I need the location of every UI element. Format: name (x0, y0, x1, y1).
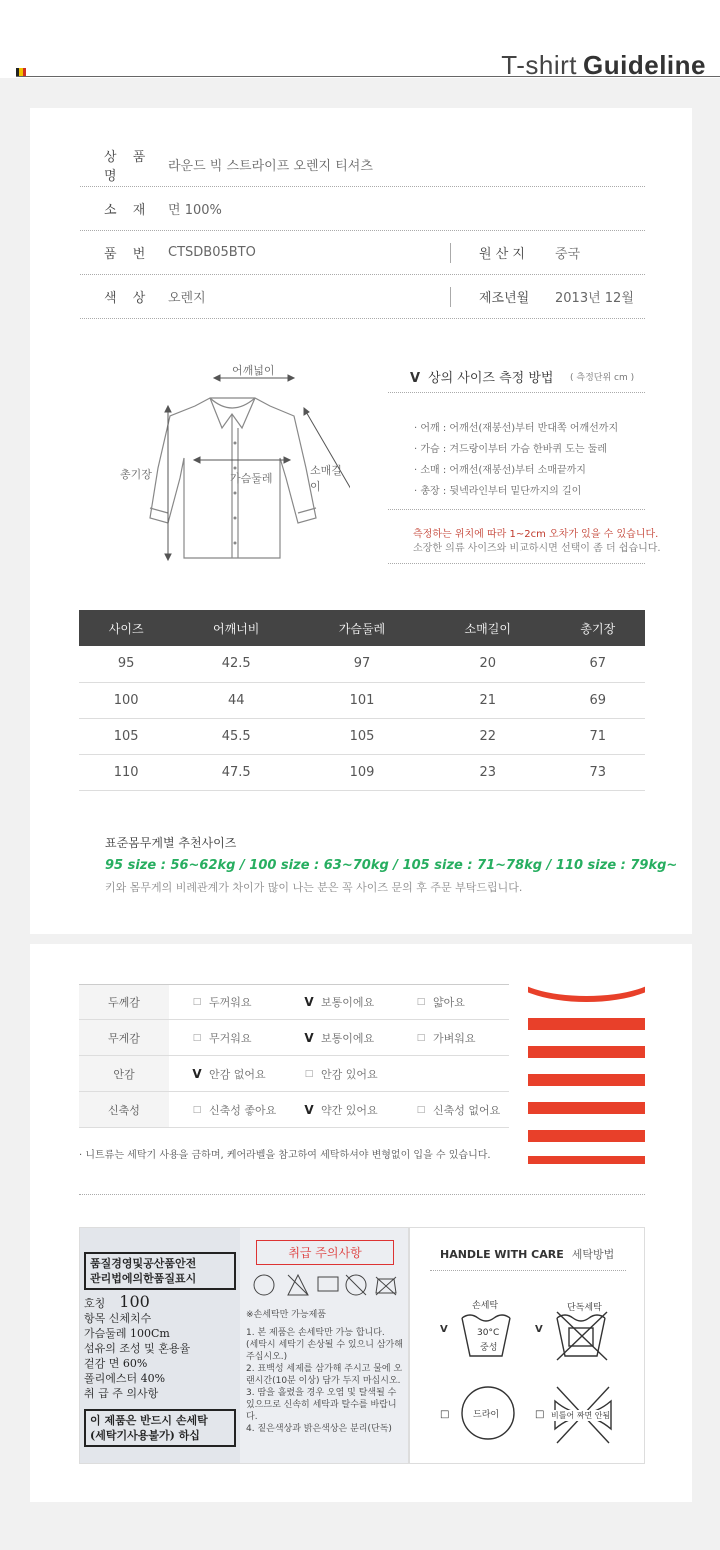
caution-text: 2. 표백성 세제를 삼가해 주시고 물에 오랜시간(10분 이상) 담가 두지 마십시오. (246, 1364, 403, 1386)
table-row (79, 718, 645, 754)
measure-title-text: 상의 사이즈 측정 방법 (428, 371, 554, 386)
check-icon: V (304, 1102, 314, 1117)
feel-row (79, 1020, 509, 1056)
checkbox-icon: □ (535, 1409, 545, 1420)
feel-option-label: 보통이에요 (321, 1031, 375, 1045)
care-title-ko: 세탁방법 (571, 1248, 615, 1261)
info-label: 원 산 지 (479, 247, 525, 262)
page-title (501, 50, 706, 81)
label-chest: 가슴둘레 (230, 472, 273, 485)
swatch-stripe (528, 1074, 645, 1086)
single-wash-item (535, 1298, 625, 1368)
feel-label: 두께감 (79, 985, 169, 1019)
size-value: 100 (119, 1292, 150, 1311)
info-value: 2013년 12월 (555, 291, 634, 306)
checkbox-icon: □ (304, 1068, 314, 1079)
caution-label (240, 1228, 409, 1464)
feel-option (169, 1102, 281, 1118)
cell: 44 (173, 682, 299, 718)
feel-note: · 니트류는 세탁기 사용을 금하며, 케어라벨을 참고하여 세탁하셔야 변형없이 입을 수 있습니다. (79, 1150, 491, 1161)
feel-option-label: 가벼워요 (433, 1031, 476, 1045)
info-date (450, 287, 634, 307)
feel-option (393, 1030, 505, 1046)
feel-row (79, 984, 509, 1020)
care-symbols-icon (246, 1271, 406, 1301)
col-size: 사이즈 (79, 610, 173, 646)
cell: 105 (299, 718, 425, 754)
cell: 71 (551, 718, 645, 754)
info-label: 제조년월 (479, 291, 530, 306)
measure-note-warning: 측정하는 위치에 따라 1~2cm 오차가 있을 수 있습니다. (413, 529, 659, 540)
feel-option-label: 신축성 없어요 (433, 1103, 501, 1117)
cell: 95 (79, 646, 173, 682)
swatch-stripe (528, 1156, 645, 1164)
label-length: 총기장 (120, 468, 152, 481)
check-icon: V (304, 1030, 314, 1045)
size-table (79, 610, 645, 791)
col-sleeve: 소매길이 (425, 610, 551, 646)
quality-row: 섬유의 조성 및 혼용율 (84, 1342, 191, 1355)
table-row (79, 646, 645, 682)
feel-label: 안감 (79, 1056, 169, 1091)
quality-foot-1: 이 제품은 반드시 손세탁 (90, 1414, 208, 1427)
info-row-name (80, 143, 645, 187)
feel-option-label: 얇아요 (433, 996, 465, 1009)
title-light: T-shirt (501, 50, 578, 80)
quality-footer (84, 1409, 236, 1447)
feel-option-label: 무거워요 (209, 1031, 252, 1045)
feel-option-label: 신축성 좋아요 (209, 1103, 277, 1117)
divider (430, 1270, 626, 1271)
cell: 23 (425, 754, 551, 790)
feel-option-label: 안감 있어요 (321, 1067, 378, 1081)
cell: 105 (79, 718, 173, 754)
cell: 45.5 (173, 718, 299, 754)
feel-option-label: 약간 있어요 (321, 1103, 378, 1117)
info-value: 라운드 빅 스트라이프 오렌지 티셔츠 (168, 159, 373, 174)
feel-option (169, 994, 281, 1010)
cell: 110 (79, 754, 173, 790)
info-value: 오렌지 (168, 291, 206, 306)
swatch-stripe (528, 1018, 645, 1030)
cell: 109 (299, 754, 425, 790)
quality-row: 취 급 주 의사항 (84, 1387, 159, 1400)
quality-row: 폴리에스터 40% (84, 1372, 166, 1385)
fabric-swatch (528, 984, 645, 1164)
page-header (0, 0, 720, 78)
cell: 69 (551, 682, 645, 718)
info-value: 중국 (555, 247, 581, 262)
dry-clean-label: 드라이 (473, 1410, 500, 1420)
table-row (79, 682, 645, 718)
cell: 101 (299, 682, 425, 718)
caution-text: ※손세탁만 가능제품 (246, 1310, 326, 1320)
recommend-sizes: 95 size : 56~62kg / 100 size : 63~70kg / 105 size : 71~78kg / 110 size : 79kg~ (105, 858, 678, 873)
recommend-note: 키와 몸무게의 비례관계가 차이가 많이 나는 분은 꼭 사이즈 문의 후 주문 부탁드립니다. (105, 881, 523, 894)
check-icon: V (304, 995, 314, 1009)
feel-option-label: 안감 없어요 (209, 1067, 266, 1081)
belgium-flag-icon (16, 68, 26, 76)
feel-label: 무게감 (79, 1020, 169, 1055)
quality-size-row (84, 1294, 236, 1311)
caution-text: 1. 본 제품은 손세탁만 가능 합니다. (246, 1328, 385, 1338)
fabric-feel-table (79, 984, 509, 1128)
hand-wash-item (440, 1298, 530, 1368)
info-value: CTSDB05BTO (168, 245, 256, 260)
col-length: 총기장 (551, 610, 645, 646)
quality-heading-2: 관리법에의한품질표시 (90, 1272, 197, 1285)
size-label: 호칭 (84, 1297, 106, 1310)
cell: 21 (425, 682, 551, 718)
quality-row: 겉감 면 60% (84, 1357, 148, 1370)
measure-title (410, 367, 553, 386)
feel-label: 신축성 (79, 1092, 169, 1127)
checkbox-icon: □ (192, 1032, 202, 1043)
divider (388, 563, 645, 564)
no-wring-label: 비틀어 짜면 안됨 (551, 1411, 611, 1420)
swatch-stripe (528, 1102, 645, 1114)
info-row-code (80, 231, 645, 275)
col-shoulder: 어깨너비 (173, 610, 299, 646)
cell: 97 (299, 646, 425, 682)
cell: 20 (425, 646, 551, 682)
col-chest: 가슴둘레 (299, 610, 425, 646)
hand-wash-mode: 중성 (480, 1343, 498, 1353)
info-label: 상 품 명 (104, 149, 152, 184)
cell: 22 (425, 718, 551, 754)
feel-option (281, 1030, 393, 1046)
check-icon: V (192, 1066, 202, 1081)
checkbox-icon: □ (440, 1409, 450, 1420)
measure-item: · 소매 : 어깨선(재봉선)부터 소매끝까지 (414, 465, 586, 476)
checkbox-icon: □ (416, 1032, 426, 1043)
feel-option (169, 1030, 281, 1046)
fabric-care-panel (30, 944, 692, 1502)
swatch-stripe (528, 1046, 645, 1058)
feel-option-label: 두꺼워요 (209, 996, 252, 1009)
care-label-photo (79, 1227, 409, 1464)
info-origin (450, 243, 580, 263)
check-icon: V (410, 371, 421, 386)
feel-option (281, 1102, 393, 1118)
divider (79, 1194, 645, 1195)
label-shoulder: 어깨넓이 (232, 364, 275, 377)
quality-label (80, 1228, 240, 1464)
hand-wash-label: 손세탁 (472, 1301, 499, 1311)
info-value: 면 100% (168, 203, 222, 218)
check-icon: V (440, 1324, 448, 1335)
measure-note: 소장한 의류 사이즈와 비교하시면 선택이 좀 더 쉽습니다. (413, 543, 661, 554)
product-info-panel (30, 108, 692, 934)
swatch-collar (528, 984, 645, 1002)
hand-wash-temp: 30°C (477, 1328, 500, 1338)
cell: 67 (551, 646, 645, 682)
feel-option (281, 994, 393, 1010)
cell: 47.5 (173, 754, 299, 790)
divider (388, 509, 645, 510)
measure-unit: ( 측정단위 cm ) (570, 373, 635, 383)
single-wash-label: 단독세탁 (567, 1300, 602, 1313)
caution-text: 3. 땀을 흘렸을 경우 오염 및 탈색될 수 있으므로 신속히 세탁과 탈수를 바랍니다. (246, 1388, 397, 1422)
info-row-color (80, 275, 645, 319)
quality-row: 가슴둘레 100Cm (84, 1327, 170, 1340)
feel-option-label: 보통이에요 (321, 996, 375, 1009)
care-instructions (409, 1227, 645, 1464)
measure-item: · 어깨 : 어깨선(재봉선)부터 반대쪽 어깨선까지 (414, 423, 619, 434)
quality-row: 항목 신체치수 (84, 1312, 152, 1325)
feel-option (169, 1066, 281, 1082)
info-label: 소 재 (104, 203, 152, 218)
caution-heading: 취급 주의사항 (256, 1240, 394, 1265)
feel-row (79, 1056, 509, 1092)
measure-item: · 가슴 : 겨드랑이부터 가슴 한바퀴 도는 둘레 (414, 444, 608, 455)
caution-text: 4. 짙은색상과 밝은색상은 분리(단독) (246, 1424, 392, 1434)
title-bold: Guideline (583, 50, 706, 80)
checkbox-icon: □ (192, 1104, 202, 1115)
info-label: 색 상 (104, 291, 152, 306)
divider (388, 392, 645, 393)
checkbox-icon: □ (416, 997, 426, 1007)
quality-label-heading (84, 1252, 236, 1290)
checkbox-icon: □ (192, 997, 202, 1007)
info-row-material (80, 187, 645, 231)
care-title (440, 1246, 614, 1262)
table-row (79, 754, 645, 790)
cell: 100 (79, 682, 173, 718)
feel-row (79, 1092, 509, 1128)
caution-text: (세탁시 세탁기 손상될 수 있으니 삼가해 주십시오.) (246, 1340, 403, 1362)
cell: 42.5 (173, 646, 299, 682)
size-table-header (79, 610, 645, 646)
swatch-stripe (528, 1130, 645, 1142)
feel-option (393, 994, 505, 1010)
measure-item: · 총장 : 뒷넥라인부터 밑단까지의 길이 (414, 486, 582, 497)
shirt-measure-diagram (110, 358, 350, 568)
recommend-title: 표준몸무게별 추천사이즈 (105, 836, 237, 850)
check-icon: V (535, 1324, 543, 1335)
feel-option (281, 1066, 393, 1082)
quality-heading-1: 품질경영및공산품안전 (90, 1257, 197, 1270)
dry-clean-item (440, 1383, 530, 1453)
checkbox-icon: □ (416, 1104, 426, 1115)
care-title-en: HANDLE WITH CARE (440, 1248, 564, 1261)
cell: 73 (551, 754, 645, 790)
info-label: 품 번 (104, 247, 152, 262)
no-wring-item (535, 1383, 625, 1453)
feel-option (393, 1102, 505, 1118)
quality-foot-2: (세탁기사용불가) 하십 (90, 1429, 200, 1442)
label-sleeve: 소매길이 (310, 464, 342, 493)
